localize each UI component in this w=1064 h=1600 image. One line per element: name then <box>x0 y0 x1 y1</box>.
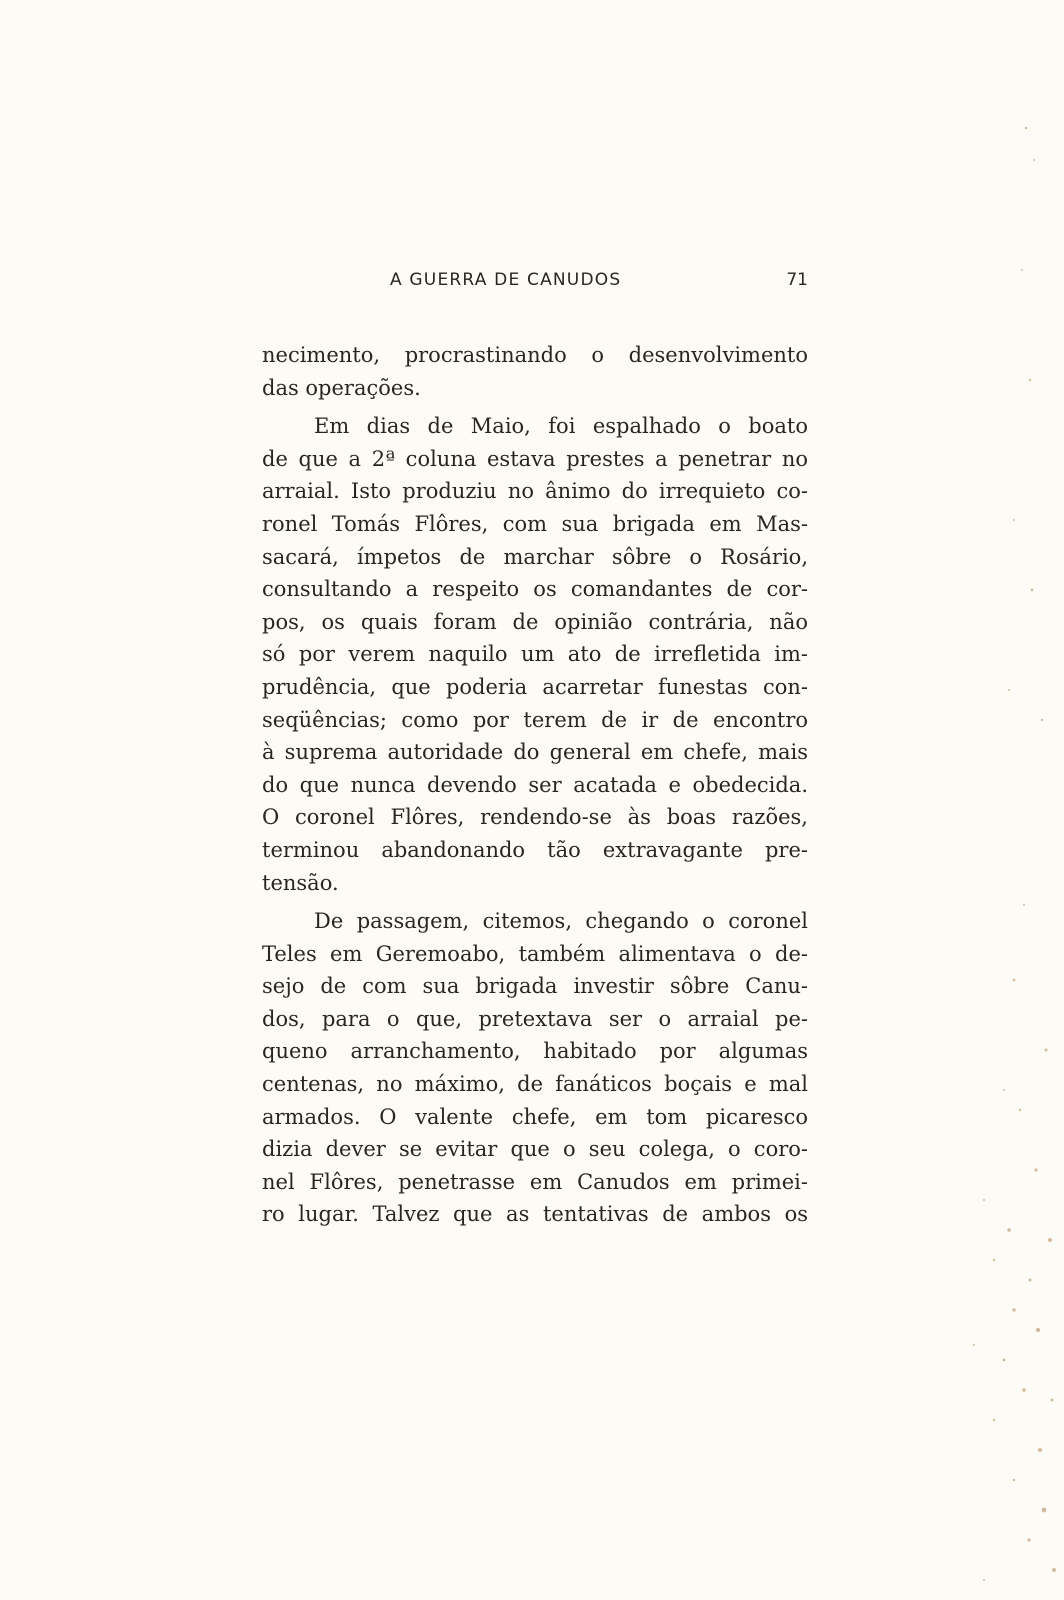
paragraph <box>262 339 808 404</box>
paragraph <box>262 905 808 1231</box>
text-line: armados. O valente chefe, em tom picaresco <box>262 1104 808 1129</box>
text-line: pos, os quais foram de opinião contrária, não <box>262 609 808 634</box>
body-text <box>262 339 808 1231</box>
text-line: nel Flôres, penetrasse em Canudos em primei- <box>262 1169 808 1194</box>
text-line: arraial. Isto produziu no ânimo do irrequieto co- <box>262 479 808 504</box>
text-line: Teles em Geremoabo, também alimentava o de- <box>262 941 808 966</box>
paper-foxing-specks <box>864 0 1064 1600</box>
text-line: Em dias de Maio, foi espalhado o boato <box>314 414 808 439</box>
text-line: queno arranchamento, habitado por algumas <box>262 1039 808 1064</box>
text-line: do que nunca devendo ser acatada e obedecida. <box>262 772 808 797</box>
paragraph <box>262 410 808 899</box>
text-line: tensão. <box>262 870 339 895</box>
text-line: ro lugar. Talvez que as tentativas de ambos os <box>262 1202 808 1227</box>
text-line: prudência, que poderia acarretar funestas con- <box>262 674 808 699</box>
text-line: à suprema autoridade do general em chefe, mais <box>262 740 808 765</box>
text-line: seqüências; como por terem de ir de encontro <box>262 707 808 732</box>
running-title: A GUERRA DE CANUDOS <box>390 270 622 290</box>
text-line: sacará, ímpetos de marchar sôbre o Rosário, <box>262 544 808 569</box>
text-line: dizia dever se evitar que o seu colega, o coro- <box>262 1137 808 1162</box>
text-line: sejo de com sua brigada investir sôbre Canu- <box>262 974 808 999</box>
text-line: das operações. <box>262 375 421 400</box>
text-line: necimento, procrastinando o desenvolvimento <box>262 343 808 367</box>
page-header <box>262 270 808 300</box>
text-line: O coronel Flôres, rendendo-se às boas razões, <box>262 805 808 830</box>
text-line: De passagem, citemos, chegando o coronel <box>314 909 808 934</box>
text-line: consultando a respeito os comandantes de cor- <box>262 577 808 602</box>
text-line: terminou abandonando tão extravagante pre- <box>262 837 808 862</box>
page-number: 71 <box>786 270 808 290</box>
text-line: dos, para o que, pretextava ser o arraial pe- <box>262 1006 808 1031</box>
text-line: de que a 2ª coluna estava prestes a penetrar no <box>262 446 808 471</box>
text-line: ronel Tomás Flôres, com sua brigada em Mas- <box>262 511 808 536</box>
text-line: centenas, no máximo, de fanáticos boçais e mal <box>262 1072 808 1097</box>
text-line: só por verem naquilo um ato de irrefletida im- <box>262 642 808 667</box>
